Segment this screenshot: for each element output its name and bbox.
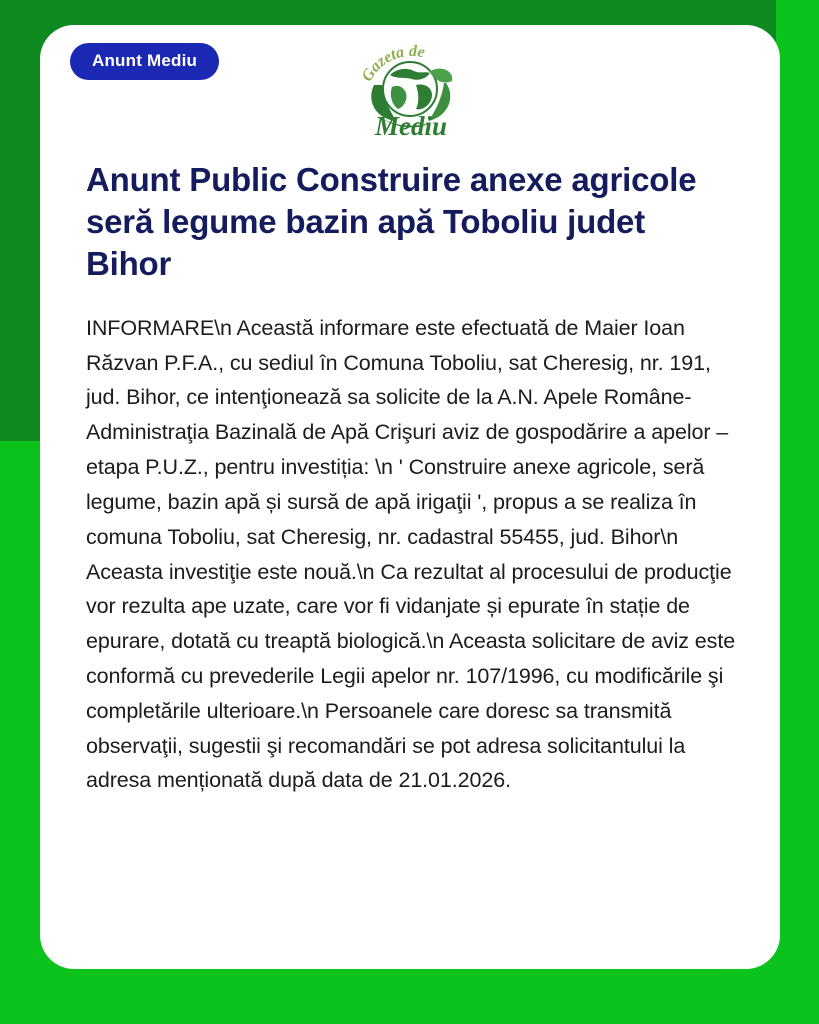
gazeta-de-mediu-logo-icon (346, 27, 476, 143)
svg-text:Gazeta de: Gazeta de (358, 42, 427, 85)
announcement-card (40, 25, 780, 969)
announcement-body-text: INFORMARE\n Această informare este efectuată de Maier Ioan Răzvan P.F.A., cu sediul în Comuna Toboliu, sat Cheresig, nr. 191, jud. Bihor, ce intenţionează sa solicite de la A.N. Apele Române-Administraţia Bazinală de Apă Crişuri aviz de gospodărire a apelor – etapa P.U.Z., pentru investiția: \n ' Construire anexe agricole, seră legume, bazin apă și sursă de apă irigaţii ', propus a se realiza în comuna Toboliu, sat Cheresig, nr. cadastral 55455, jud. Bihor\n Aceasta investiţie este nouă.\n Ca rezultat al procesului de producţie vor rezulta ape uzate, care vor fi vidanjate și epurate în stație de epurare, dotată cu treaptă biologică.\n Aceasta solicitare de aviz este conformă cu prevederile Legii apelor nr. 107/1996, cu modificările şi completările ulterioare.\n Persoanele care doresc sa transmită observaţii, sugestii şi recomandări se pot adresa solicitantului la adresa menționată după data de 21.01.2026. (86, 315, 741, 793)
category-badge[interactable]: Anunt Mediu (70, 43, 219, 80)
svg-text:Mediu: Mediu (374, 111, 448, 141)
page-title: Anunt Public Construire anexe agricole seră legume bazin apă Toboliu judet Bihor (86, 161, 697, 282)
card-header (40, 25, 780, 143)
